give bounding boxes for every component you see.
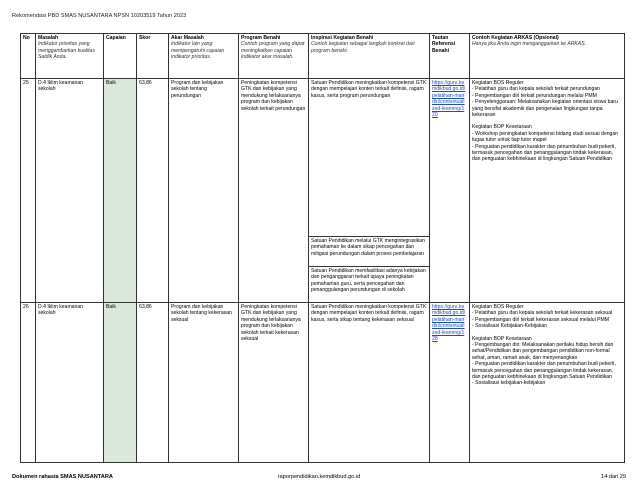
header-no: No (21, 34, 36, 79)
header-contoh-arkas: Contoh Kegiatan ARKAS (Opsional) Hanya jika Anda ingin menganggarkan ke ARKAS. (470, 34, 625, 79)
cell-tautan (430, 79, 470, 303)
table-row (21, 79, 625, 237)
header-masalah: Masalah Indikator prioritas yang menggambarkan kualitas Satdik Anda. (36, 34, 104, 79)
list-item: - Sosialisasi Kebijakan-Kebijakan (472, 323, 548, 330)
cell-inspirasi-3: Satuan Pendidikan memfasilitasi adanya kebijakan dan penganggaran terkait upaya peningkatan pemahaman guru, serta pencegahan dan penanggulangan perundungan di sekolah (309, 267, 430, 303)
cell-contoh-arkas (470, 79, 625, 303)
cell-inspirasi-2: Satuan Pendidikan melalui GTK mengintegrasikan pemahaman ke dalam sikap pencegahan dan mitigasi perundungan dalam proses pembelajaran (309, 237, 430, 267)
cell-inspirasi-1: Satuan Pendidikan meningkatkan kompetensi GTK dengan mempelajari konten terkait definisi, ragam kasus, serta program perundungan (309, 79, 430, 237)
header-capaian: Capaian (104, 34, 137, 79)
list-item: - Penyelenggaraan: Melaksanakan kegiatan orientasi siswa baru yang bersifat akademik dan pengenalan lingkungan tanpa kekerasan (472, 99, 618, 119)
header-program-benahi: Program Benahi Contoh program yang dapat meningkatkan capaian indikator akar masalah. (239, 34, 309, 79)
cell-no: 25 (21, 79, 36, 303)
table-header-row (21, 34, 625, 79)
cell-tautan (430, 303, 470, 463)
list-item: Kegiatan BOS Reguler (472, 304, 524, 310)
list-item: Kegiatan BOS Reguler (472, 80, 524, 86)
page-number: 14 dari 29 (601, 474, 626, 480)
footer-website: raporpendidikan.kemdikbud.go.id (277, 474, 361, 480)
cell-skor: 63,86 (137, 303, 169, 463)
list-item: - Pengembangan diri terkait perundungan melalui PMM (472, 92, 597, 99)
footer-confidential: Dokumen rahasia SMAS NUSANTARA (12, 474, 113, 480)
list-item: - Penguatan pendidikan karakter dan penumbuhan budi pekerti, termasuk pencegahan dan penanggulangan tindak kekerasan, dan penguatan kebhinekaan di lingkungan Satuan Pendidikan (472, 361, 616, 381)
list-item: Kegiatan BOP Kesetaraan (472, 124, 532, 131)
cell-masalah: D.4 Iklim keamanan sekolah (36, 303, 104, 463)
page-footer (12, 474, 626, 482)
cell-masalah: D.4 Iklim keamanan sekolah (36, 79, 104, 303)
header-skor: Skor (137, 34, 169, 79)
cell-capaian: Baik (104, 79, 137, 303)
page-header: Rekomendasi PBD SMAS NUSANTARA NPSN 10203519 Tahun 2023 (12, 13, 187, 19)
cell-program-benahi: Peningkatan kompetensi GTK dan kebijakan yang mendukung terlaksananya program dan kebijakan sekolah terkait perundungan (239, 79, 309, 303)
cell-skor: 63,86 (137, 79, 169, 303)
cell-no: 26 (21, 303, 36, 463)
list-item: - Workshop peningkatan kompetensi bidang studi sesuai dengan tugas tutor untuk tiap tutor mapel (472, 130, 619, 144)
list-item: - Pengembangan diri terkait kekerasan seksual melalui PMM (472, 316, 610, 323)
list-item: - Sosialisasi kebijakan-kebijakan (472, 380, 546, 387)
header-inspirasi-kegiatan: Inspirasi Kegiatan Benahi Contoh kegiatan sebagai langkah konkret dari program benahi. (309, 34, 430, 79)
recommendation-table (20, 33, 625, 463)
table-row (21, 303, 625, 463)
list-item: - Penguatan pendidikan karakter dan penumbuhan budi pekerti, termasuk pencegahan dan penanggulangan tindak kekerasan, dan penguatan kebhinekaan di lingkungan Satuan Pendidikan (472, 143, 616, 163)
cell-program-benahi: Peningkatan kompetensi GTK dan kebijakan yang mendukung terlaksananya program dan kebijakan sekolah terkait kekerasan seksual (239, 303, 309, 463)
cell-capaian: Baik (104, 303, 137, 463)
list-item: - Pelatihan guru dan kepala sekolah terkait perundungan (472, 86, 601, 93)
list-item: - Pengembangan diri: Melaksanakan perilaku hidup bersih dan sehat/Pendidikan dan pengembangan pendidikan non-formal sehat, aman, ramah anak, dan menyenangkan (472, 342, 614, 361)
cell-akar-masalah: Program dan kebijakan sekolah tentang perundungan (169, 79, 239, 303)
cell-akar-masalah: Program dan kebijakan sekolah tentang kekerasan seksual (169, 303, 239, 463)
list-item: - Pelatihan guru dan kepala sekolah terkait kekerasan seksual (472, 310, 613, 317)
cell-contoh-arkas (470, 303, 625, 463)
list-item: Kegiatan BOP Kesetaraan (472, 335, 532, 342)
reference-link[interactable]: https://guru.kemdikbud.go.id/pelatihan-mandiri/contextualized-learning/128 (432, 304, 466, 343)
cell-inspirasi-1: Satuan Pendidikan meningkatkan kompetensi GTK dengan mempelajari konten terkait definisi, ragam kasus, serta sikap tentang kekerasan seksual (309, 303, 430, 463)
header-tautan-referensi: Tautan Referensi Benahi (430, 34, 470, 79)
header-akar-masalah: Akar Masalah Indikator lain yang mempengaruhi capaian indikator prioritas. (169, 34, 239, 79)
reference-link[interactable]: https://guru.kemdikbud.go.id/pelatihan-mandiri/contextualized-learning/120 (432, 80, 466, 119)
